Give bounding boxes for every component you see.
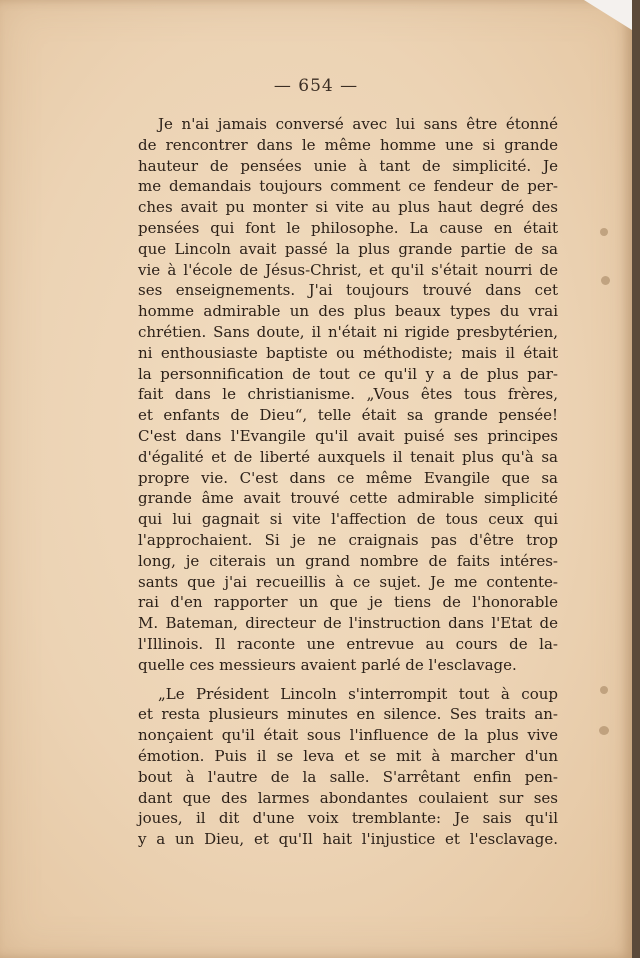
text-line: qui lui gagnait si vite l'affection de tous ceux qui: [138, 510, 558, 529]
torn-corner: [584, 0, 632, 30]
text-line: homme admirable un des plus beaux types du vrai: [138, 302, 558, 321]
text-line: C'est dans l'Evangile qu'il avait puisé ses principes: [138, 426, 558, 445]
text-line: d'égalité et de liberté auxquels il tenait plus qu'à sa: [138, 447, 558, 466]
text-line: ni enthousiaste baptiste ou méthodiste; mais il était: [138, 343, 558, 362]
text-line: long, je citerais un grand nombre de faits intéres-: [138, 551, 558, 570]
text-line: et resta plusieurs minutes en silence. Ses traits an-: [138, 705, 558, 724]
text-line: bout à l'autre de la salle. S'arrêtant enfin pen-: [138, 767, 558, 786]
text-line: sants que j'ai recueillis à ce sujet. Je me contente-: [138, 572, 558, 591]
text-line: et enfants de Dieu“, telle était sa grande pensée!: [138, 406, 558, 425]
text-line: l'approchaient. Si je ne craignais pas d'être trop: [138, 530, 558, 549]
text-line: Je n'ai jamais conversé avec lui sans être étonné: [158, 115, 558, 133]
text-line: dant que des larmes abondantes coulaient sur ses: [138, 788, 558, 807]
body-text: [138, 114, 558, 850]
text-line: M. Bateman, directeur de l'instruction dans l'Etat de: [138, 614, 558, 633]
text-line: y a un Dieu, et qu'Il hait l'injustice et l'esclavage.: [138, 830, 558, 849]
text-line: vie à l'école de Jésus-Christ, et qu'il s'était nourri de: [138, 260, 558, 279]
text-line: propre vie. C'est dans ce même Evangile que sa: [138, 468, 558, 487]
text-line: ses enseignements. J'ai toujours trouvé dans cet: [138, 281, 558, 300]
paragraph-2: [138, 684, 558, 850]
text-line: émotion. Puis il se leva et se mit à marcher d'un: [138, 746, 558, 765]
text-line: la personnification de tout ce qu'il y a de plus par-: [138, 364, 558, 383]
page-number: — 654 —: [273, 76, 359, 96]
text-line: quelle ces messieurs avaient parlé de l'esclavage.: [138, 655, 517, 674]
text-line: me demandais toujours comment ce fendeur de per-: [138, 177, 558, 196]
text-line: que Lincoln avait passé la plus grande partie de sa: [138, 239, 558, 258]
text-line: chrétien. Sans doute, il n'était ni rigide presbytérien,: [138, 322, 558, 341]
paper-stain: [600, 228, 608, 236]
text-line: nonçaient qu'il était sous l'influence de la plus vive: [138, 726, 558, 745]
text-line: fait dans le christianisme. „Vous êtes tous frères,: [138, 385, 558, 404]
paragraph-1: [138, 114, 558, 676]
text-line: joues, il dit d'une voix tremblante: Je sais qu'il: [138, 809, 558, 828]
text-line: rai d'en rapporter un que je tiens de l'honorable: [138, 593, 558, 612]
paper-stain: [601, 276, 610, 285]
text-line: ches avait pu monter si vite au plus haut degré des: [138, 198, 558, 217]
text-line: de rencontrer dans le même homme une si grande: [138, 135, 558, 154]
paper-stain: [599, 726, 609, 735]
text-line: pensées qui font le philosophe. La cause en était: [138, 218, 558, 237]
text-line: l'Illinois. Il raconte une entrevue au cours de la-: [138, 634, 558, 653]
text-line: grande âme avait trouvé cette admirable simplicité: [138, 489, 558, 508]
paper-stain: [600, 686, 608, 694]
text-line: hauteur de pensées unie à tant de simplicité. Je: [138, 156, 558, 175]
text-line: „Le Président Lincoln s'interrompit tout à coup: [158, 684, 558, 703]
